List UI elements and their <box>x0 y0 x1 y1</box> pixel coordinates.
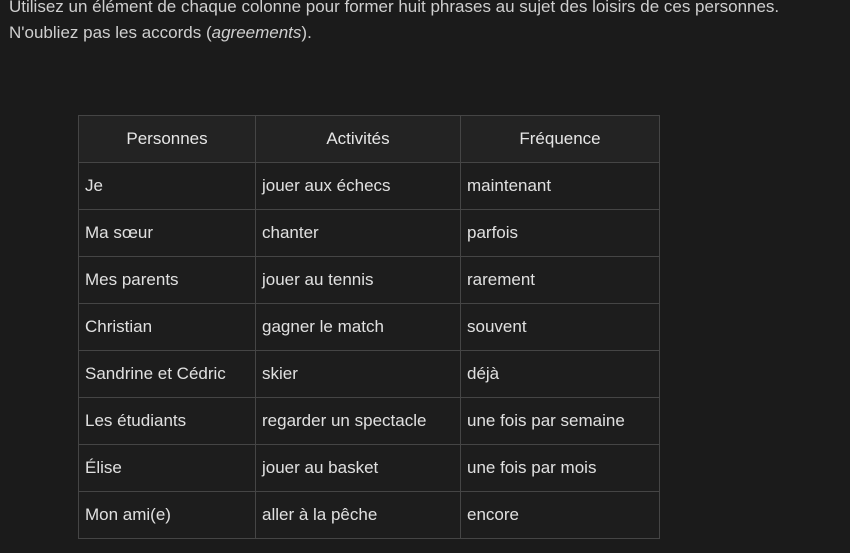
instructions-line-2-emphasis: agreements <box>211 23 302 42</box>
table-row <box>79 163 660 210</box>
instructions-text <box>9 0 850 46</box>
table-row <box>79 445 660 492</box>
cell-personne: Mes parents <box>79 257 256 304</box>
cell-activite: gagner le match <box>256 304 461 351</box>
table-row <box>79 398 660 445</box>
cell-frequence: maintenant <box>461 163 660 210</box>
cell-activite: jouer au basket <box>256 445 461 492</box>
instructions-line-2-end: ). <box>301 23 312 42</box>
header-frequence: Fréquence <box>461 116 660 163</box>
table-row <box>79 492 660 539</box>
instructions-line-2-start: N'oubliez pas les accords ( <box>9 23 212 42</box>
cell-activite: skier <box>256 351 461 398</box>
cell-activite: jouer au tennis <box>256 257 461 304</box>
cell-activite: regarder un spectacle <box>256 398 461 445</box>
cell-frequence: parfois <box>461 210 660 257</box>
table-header-row <box>79 116 660 163</box>
cell-personne: Sandrine et Cédric <box>79 351 256 398</box>
cell-activite: jouer aux échecs <box>256 163 461 210</box>
cell-frequence: une fois par semaine <box>461 398 660 445</box>
cell-frequence: rarement <box>461 257 660 304</box>
cell-personne: Je <box>79 163 256 210</box>
header-personnes: Personnes <box>79 116 256 163</box>
header-activites: Activités <box>256 116 461 163</box>
cell-frequence: déjà <box>461 351 660 398</box>
cell-frequence: encore <box>461 492 660 539</box>
table-row <box>79 210 660 257</box>
table-row <box>79 257 660 304</box>
cell-activite: aller à la pêche <box>256 492 461 539</box>
cell-personne: Les étudiants <box>79 398 256 445</box>
cell-activite: chanter <box>256 210 461 257</box>
cell-frequence: souvent <box>461 304 660 351</box>
cell-personne: Christian <box>79 304 256 351</box>
cell-personne: Élise <box>79 445 256 492</box>
table-row <box>79 304 660 351</box>
cell-personne: Ma sœur <box>79 210 256 257</box>
instructions-line-1: Utilisez un élément de chaque colonne pour former huit phrases au sujet des loisirs de ces personnes. <box>9 0 780 16</box>
activities-table <box>78 115 660 539</box>
cell-frequence: une fois par mois <box>461 445 660 492</box>
cell-personne: Mon ami(e) <box>79 492 256 539</box>
table-row <box>79 351 660 398</box>
